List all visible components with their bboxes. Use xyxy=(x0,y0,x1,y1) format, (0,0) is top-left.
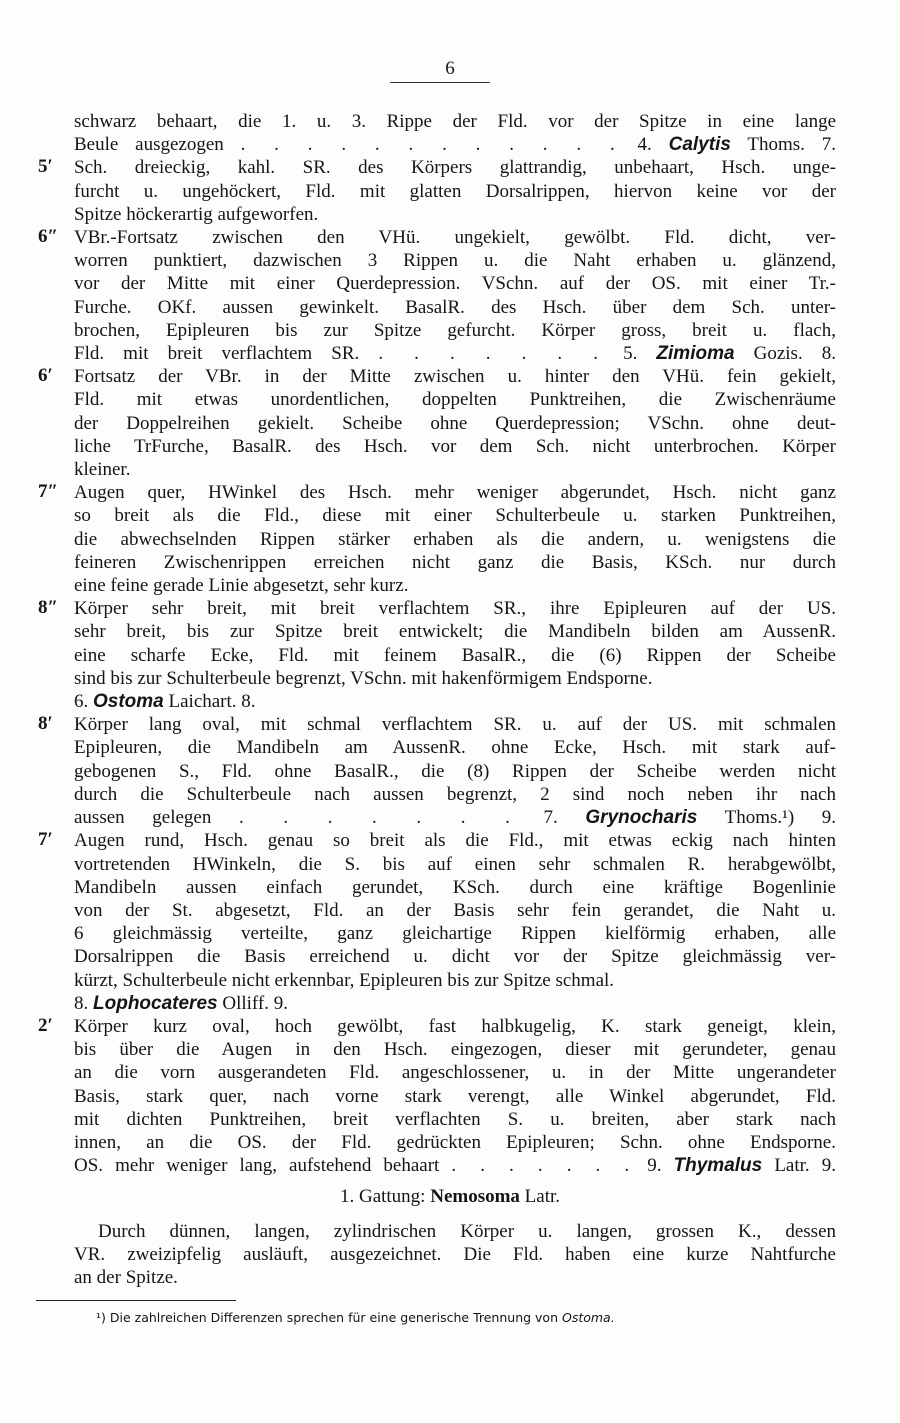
genus-number: 8. xyxy=(74,992,93,1014)
text-line: Fortsatz der VBr. in der Mitte zwischen u. hinter den VHü. fein gekielt, xyxy=(74,366,836,388)
text-line: worren punktiert, dazwischen 3 Rippen u. die Naht erhaben u. glänzend, xyxy=(74,250,836,272)
key-entries xyxy=(0,110,900,1177)
text-line: eine scharfe Ecke, Fld. mit feinem BasalR., die (6) Rippen der Scheibe xyxy=(74,644,836,666)
text-line: Basis, stark quer, nach vorne stark verengt, alle Winkel abgerundet, Fld. xyxy=(74,1085,836,1107)
key-entry xyxy=(0,365,900,481)
text-line: Fld. mit etwas unordentlichen, doppelten Punktreihen, die Zwischenräume xyxy=(74,389,836,411)
entry-text xyxy=(74,1015,836,1177)
key-number: 7′ xyxy=(38,829,53,851)
text-line: die abwechselnden Rippen stärker erhaben als die andern, u. wenigstens die xyxy=(74,528,836,550)
genus-result xyxy=(544,807,837,828)
text-line: innen, an die OS. der Fld. gedrückten Epipleuren; Schn. ohne Endsporne. xyxy=(74,1131,836,1153)
key-number: 6′ xyxy=(38,365,53,387)
genus-number: 7. xyxy=(543,807,586,829)
genus-result xyxy=(74,690,836,713)
genus-author: Latr. xyxy=(762,1155,822,1177)
text-line: durch die Schulterbeule nach aussen begrenzt, 2 sind noch neben ihr nach xyxy=(74,783,836,805)
key-number: 8′ xyxy=(38,713,53,735)
heading-author: Latr. xyxy=(524,1186,561,1207)
key-entry xyxy=(0,481,900,597)
entry-text xyxy=(74,713,836,829)
genus-name: Lophocateres xyxy=(93,992,218,1014)
genus-description xyxy=(74,1220,836,1290)
text-line: sind bis zur Schulterbeule begrenzt, VSchn. mit hakenförmigem Endsporne. xyxy=(74,667,653,689)
genus-author: Thoms. xyxy=(730,134,822,156)
text-line: Durch dünnen, langen, zylindrischen Körper u. langen, grossen K., dessen xyxy=(98,1221,836,1242)
text-line: an der Spitze. xyxy=(74,1267,178,1289)
text-line: Dorsalrippen die Basis erreichend u. dicht vor der Spitze gleichmässig ver- xyxy=(74,946,836,968)
next-key-ref: 9. xyxy=(273,992,288,1014)
genus-name: Grynocharis xyxy=(585,807,698,829)
text-line: vor der Mitte mit einer Querdepression. VSchn. auf der OS. mit einer Tr.- xyxy=(74,273,836,295)
text-line: vortretenden HWinkeln, die S. bis auf einen sehr schmalen R. herabgewölbt, xyxy=(74,853,836,875)
text-line: VBr.-Fortsatz zwischen den VHü. ungekielt, gewölbt. Fld. dicht, ver- xyxy=(74,227,836,249)
key-number: 5′ xyxy=(38,156,53,178)
text-line: liche TrFurche, BasalR. des Hsch. vor dem Sch. nicht unterbrochen. Körper xyxy=(74,435,836,457)
line-text: Fld. mit breit verflachtem SR. xyxy=(74,343,379,365)
genus-number: 4. xyxy=(637,134,669,156)
genus-result xyxy=(74,992,836,1015)
leader-dots: . . . . . . . . . . . . xyxy=(240,134,621,156)
genus-result xyxy=(623,343,836,364)
genus-name: Ostoma xyxy=(93,691,164,713)
genus-author: Gozis. xyxy=(734,343,822,365)
text-line: sehr breit, bis zur Spitze breit entwickelt; die Mandibeln bilden am AussenR. xyxy=(74,621,836,643)
text-line xyxy=(74,806,836,829)
next-key-ref: 8. xyxy=(821,343,837,365)
key-number: 8″ xyxy=(38,597,58,619)
key-entry xyxy=(0,156,900,226)
entry-text xyxy=(74,110,836,156)
genus-number: 6. xyxy=(74,691,93,713)
key-entry xyxy=(0,597,900,713)
key-entry xyxy=(0,1015,900,1177)
line-text: aussen gelegen xyxy=(74,807,239,829)
text-line: Sch. dreieckig, kahl. SR. des Körpers glattrandig, unbehaart, Hsch. unge- xyxy=(74,157,836,179)
key-entry xyxy=(0,226,900,365)
text-line: furcht u. ungehöckert, Fld. mit glatten Dorsalrippen, hiervon keine vor der xyxy=(74,180,836,202)
text-line: feineren Zwischenrippen erreichen nicht ganz die Basis, KSch. nur durch xyxy=(74,551,836,573)
entry-text xyxy=(74,156,836,226)
text-line: gebogenen S., Fld. ohne BasalR., die (8) Rippen der Scheibe werden nicht xyxy=(74,760,836,782)
text-line: mit dichten Punktreihen, breit verflachten S. u. breiten, aber stark nach xyxy=(74,1108,836,1130)
footnote-text: Die zahlreichen Differenzen sprechen für eine generische Trennung von xyxy=(109,1310,558,1325)
text-line: der Doppelreihen gekielt. Scheibe ohne Querdepression; VSchn. ohne deut- xyxy=(74,412,836,434)
next-key-ref: 8. xyxy=(241,691,256,713)
footnote-mark: ¹) xyxy=(96,1310,106,1325)
text-line: Epipleuren, die Mandibeln am AussenR. ohne Ecke, Hsch. mit stark auf- xyxy=(74,737,836,759)
entry-text xyxy=(74,829,836,1015)
genus-result xyxy=(647,1155,836,1176)
key-entry xyxy=(0,110,900,156)
text-line: Furche. OKf. aussen gewinkelt. BasalR. des Hsch. über dem Sch. unter- xyxy=(74,296,836,318)
next-key-ref: 9. xyxy=(821,807,837,829)
text-line: so breit als die Fld., diese mit einer Schulterbeule u. starken Punktreihen, xyxy=(74,505,836,527)
text-line: von der St. abgesetzt, Fld. an der Basis sehr fein gerandet, die Naht u. xyxy=(74,899,836,921)
text-line: eine feine gerade Linie abgesetzt, sehr kurz. xyxy=(74,575,409,597)
heading-genus: Nemosoma xyxy=(430,1186,520,1207)
page-number: 6 xyxy=(445,58,455,79)
genus-name: Calytis xyxy=(668,134,731,156)
text-line xyxy=(74,133,836,156)
key-number: 7″ xyxy=(38,481,58,503)
footnote xyxy=(96,1310,796,1325)
text-line: VR. zweizipfelig ausläuft, ausgezeichnet. Die Fld. haben eine kurze Nahtfurche xyxy=(74,1244,836,1266)
genus-author: Laichart. xyxy=(163,691,242,713)
genus-number: 5. xyxy=(623,343,657,365)
footnote-genus: Ostoma. xyxy=(561,1310,615,1325)
page-number-rule xyxy=(390,82,490,83)
genus-number: 9. xyxy=(647,1155,674,1177)
genus-name: Zimioma xyxy=(656,343,735,365)
key-entry xyxy=(0,829,900,1015)
text-line: Augen rund, Hsch. genau so breit als die Fld., mit etwas eckig nach hinten xyxy=(74,830,836,852)
genus-name: Thymalus xyxy=(673,1155,763,1177)
next-key-ref: 7. xyxy=(821,134,837,156)
entry-text xyxy=(74,597,836,713)
genus-author: Olliff. xyxy=(217,992,274,1014)
next-key-ref: 9. xyxy=(821,1155,836,1177)
key-entry xyxy=(0,713,900,829)
heading-prefix: 1. Gattung: xyxy=(339,1186,426,1207)
text-line xyxy=(74,1154,836,1177)
genus-result xyxy=(638,134,836,155)
text-line: kürzt, Schulterbeule nicht erkennbar, Epipleuren bis zur Spitze schmal. xyxy=(74,969,615,991)
entry-text xyxy=(74,481,836,597)
line-text: Beule ausgezogen xyxy=(74,134,241,156)
text-line: an die vorn ausgerandeten Fld. angeschlossener, u. in der Mitte ungerandeter xyxy=(74,1062,836,1084)
entry-text xyxy=(74,365,836,481)
text-line: Mandibeln aussen einfach gerundet, KSch. durch eine kräftige Bogenlinie xyxy=(74,876,836,898)
text-line: schwarz behaart, die 1. u. 3. Rippe der Fld. vor der Spitze in eine lange xyxy=(74,111,836,132)
leader-dots: . . . . . . . xyxy=(378,343,605,365)
text-line: brochen, Epipleuren bis zur Spitze gefurcht. Körper gross, breit u. flach, xyxy=(74,319,836,341)
text-line: 6 gleichmässig verteilte, ganz gleichartige Rippen kielförmig erhaben, alle xyxy=(74,923,836,945)
text-line: Körper lang oval, mit schmal verflachtem SR. u. auf der US. mit schmalen xyxy=(74,714,836,736)
text-line: Körper sehr breit, mit breit verflachtem SR., ihre Epipleuren auf der US. xyxy=(74,598,836,620)
key-number: 6″ xyxy=(38,226,58,248)
leader-dots: . . . . . . . xyxy=(238,807,516,829)
text-line: Augen quer, HWinkel des Hsch. mehr weniger abgerundet, Hsch. nicht ganz xyxy=(74,482,836,504)
text-line: kleiner. xyxy=(74,459,131,481)
entry-text xyxy=(74,226,836,365)
leader-dots: . . . . . . . xyxy=(451,1155,636,1177)
footnote-rule xyxy=(36,1300,236,1301)
genus-author: Thoms.¹) xyxy=(697,807,822,829)
key-number: 2′ xyxy=(38,1014,53,1036)
text-line xyxy=(74,342,836,365)
text-line: Spitze höckerartig aufgeworfen. xyxy=(74,203,319,225)
line-text: OS. mehr weniger lang, aufstehend behaart xyxy=(74,1155,452,1177)
text-line: Körper kurz oval, hoch gewölbt, fast halbkugelig, K. stark geneigt, klein, xyxy=(74,1015,836,1037)
section-heading xyxy=(0,1186,900,1208)
text-line: bis über die Augen in den Hsch. eingezogen, dieser mit gerundeter, genau xyxy=(74,1039,836,1061)
